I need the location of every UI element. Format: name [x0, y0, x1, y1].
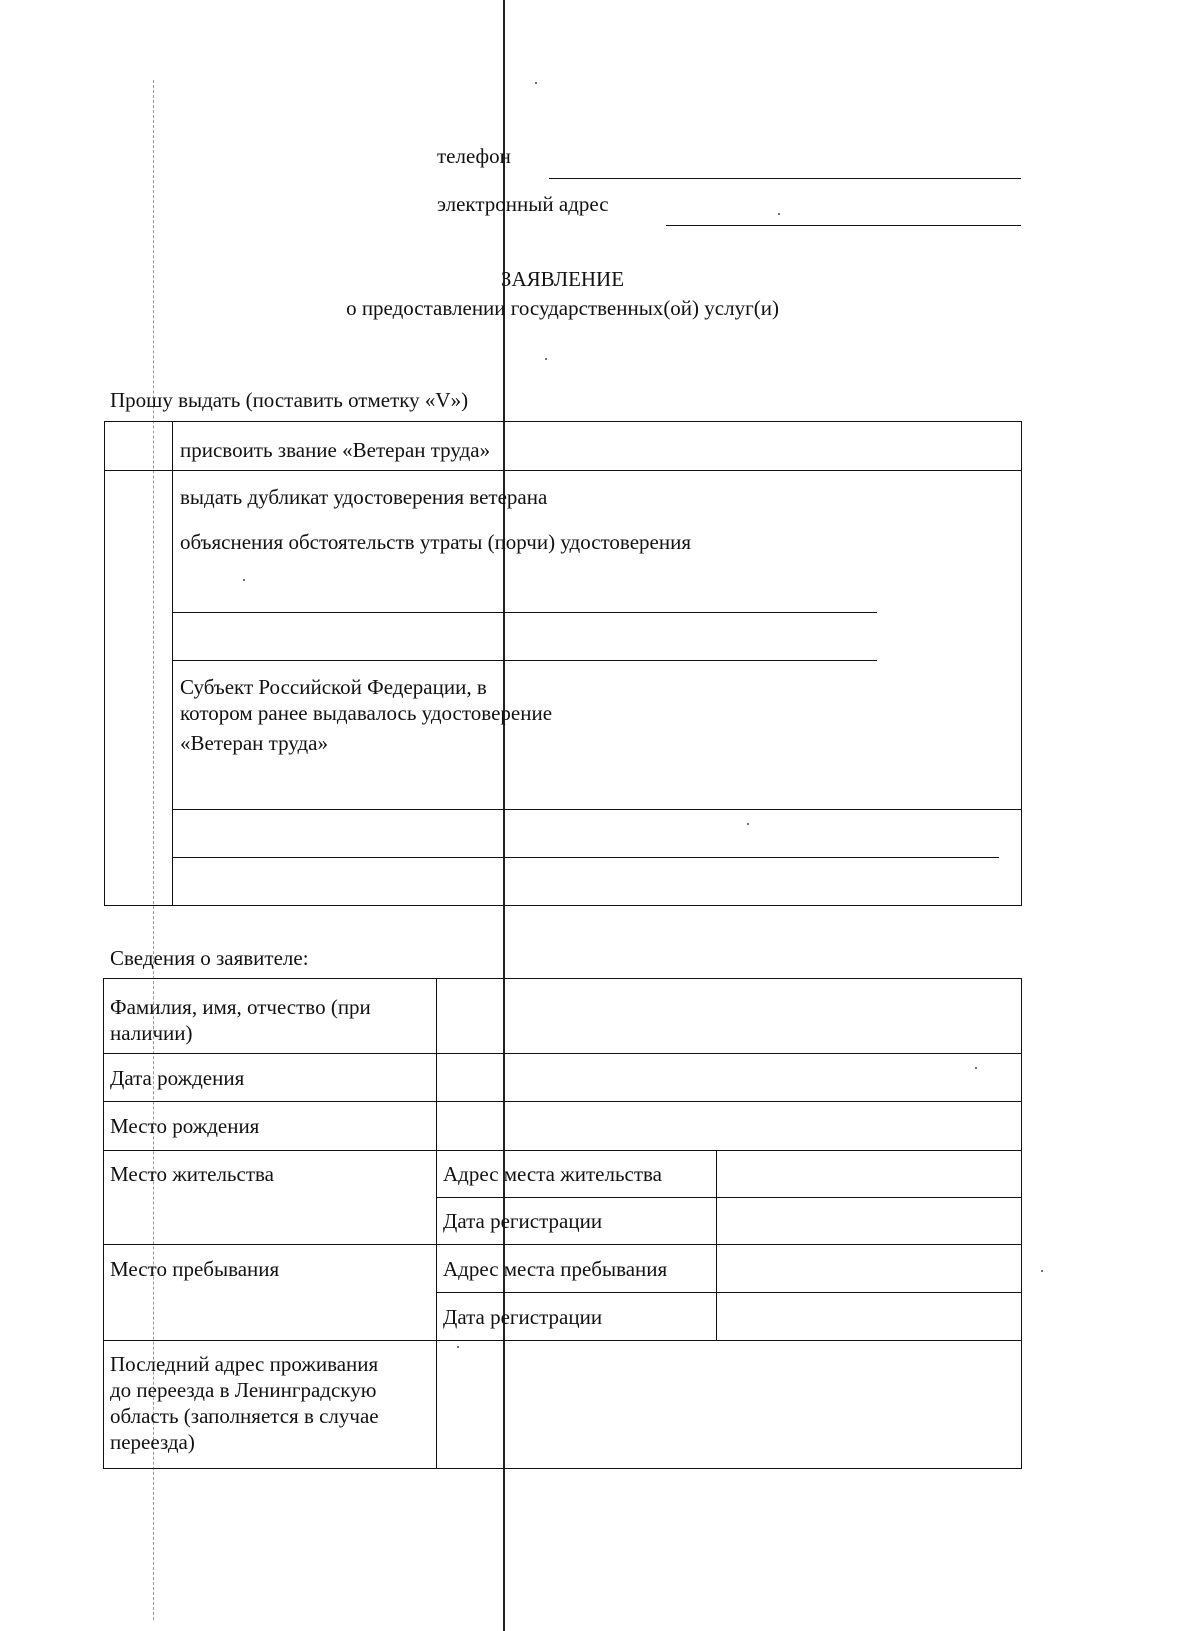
explanation-line-1[interactable] — [172, 612, 877, 613]
birth-place-label: Место рождения — [110, 1114, 260, 1138]
last-address-label-line1: Последний адрес проживания — [110, 1352, 379, 1376]
last-address-field[interactable] — [438, 1342, 1020, 1467]
residence-reg-date-field[interactable] — [718, 1199, 1020, 1243]
row-divider-birthplace — [103, 1150, 1022, 1151]
subject-field-line-2[interactable] — [172, 857, 999, 858]
subject-field-line-1[interactable] — [172, 809, 1022, 810]
scan-speck — [747, 823, 749, 825]
row-divider-residence — [103, 1244, 1022, 1245]
row-divider-birthdate — [103, 1101, 1022, 1102]
subfield-column-divider — [716, 1150, 717, 1340]
scan-speck — [243, 579, 245, 581]
scan-speck — [457, 1346, 459, 1348]
residence-address-field[interactable] — [718, 1152, 1020, 1196]
option-assign-title: присвоить звание «Ветеран труда» — [180, 438, 491, 462]
option-row-divider — [104, 470, 1022, 471]
last-address-label-line4: переезда) — [110, 1430, 195, 1454]
document-subtitle: о предоставлении государственных(ой) услуг(и) — [346, 296, 779, 320]
stay-reg-date-label: Дата регистрации — [443, 1305, 603, 1329]
scan-speck — [778, 213, 780, 215]
subject-rf-label-line2: котором ранее выдавалось удостоверение — [180, 701, 553, 725]
option-duplicate-certificate: выдать дубликат удостоверения ветерана — [180, 485, 548, 509]
stay-label: Место пребывания — [110, 1257, 280, 1281]
birth-date-field[interactable] — [438, 1055, 1020, 1100]
residence-address-label: Адрес места жительства — [443, 1162, 662, 1186]
row-divider-stay — [103, 1340, 1022, 1341]
full-name-label-line1: Фамилия, имя, отчество (при — [110, 995, 371, 1019]
subject-rf-label-line3: «Ветеран труда» — [180, 731, 328, 755]
applicant-section-title: Сведения о заявителе: — [110, 946, 309, 970]
checkbox-column-divider — [172, 421, 173, 906]
label-column-divider — [436, 978, 437, 1469]
row-divider-name — [103, 1053, 1022, 1054]
residence-label: Место жительства — [110, 1162, 274, 1186]
subject-rf-label-line1: Субъект Российской Федерации, в — [180, 675, 487, 699]
scan-speck — [1041, 1270, 1043, 1272]
request-instruction: Прошу выдать (поставить отметку «V») — [110, 388, 469, 412]
scan-speck — [535, 82, 537, 84]
residence-reg-date-label: Дата регистрации — [443, 1209, 603, 1233]
email-field-line[interactable] — [666, 225, 1021, 226]
phone-label: телефон — [437, 144, 511, 168]
stay-reg-date-field[interactable] — [718, 1294, 1020, 1339]
checkbox-duplicate-option[interactable] — [106, 472, 170, 904]
phone-field-line[interactable] — [549, 178, 1021, 179]
stay-address-field[interactable] — [718, 1246, 1020, 1291]
scan-speck — [975, 1067, 977, 1069]
subrow-divider-stay — [436, 1292, 1022, 1293]
email-label: электронный адрес — [437, 192, 609, 216]
birth-date-label: Дата рождения — [110, 1066, 245, 1090]
birth-place-field[interactable] — [438, 1103, 1020, 1149]
full-name-field[interactable] — [438, 980, 1020, 1052]
loss-explanation-label: объяснения обстоятельств утраты (порчи) удостоверения — [180, 530, 692, 554]
explanation-line-2[interactable] — [172, 660, 877, 661]
stay-address-label: Адрес места пребывания — [443, 1257, 668, 1281]
checkbox-title-option[interactable] — [106, 423, 170, 469]
subrow-divider-residence — [436, 1197, 1022, 1198]
document-title: ЗАЯВЛЕНИЕ — [500, 267, 625, 291]
last-address-label-line3: область (заполняется в случае — [110, 1404, 379, 1428]
full-name-label-line2: наличии) — [110, 1021, 193, 1045]
last-address-label-line2: до переезда в Ленинградскую — [110, 1378, 377, 1402]
scan-speck — [545, 358, 547, 360]
